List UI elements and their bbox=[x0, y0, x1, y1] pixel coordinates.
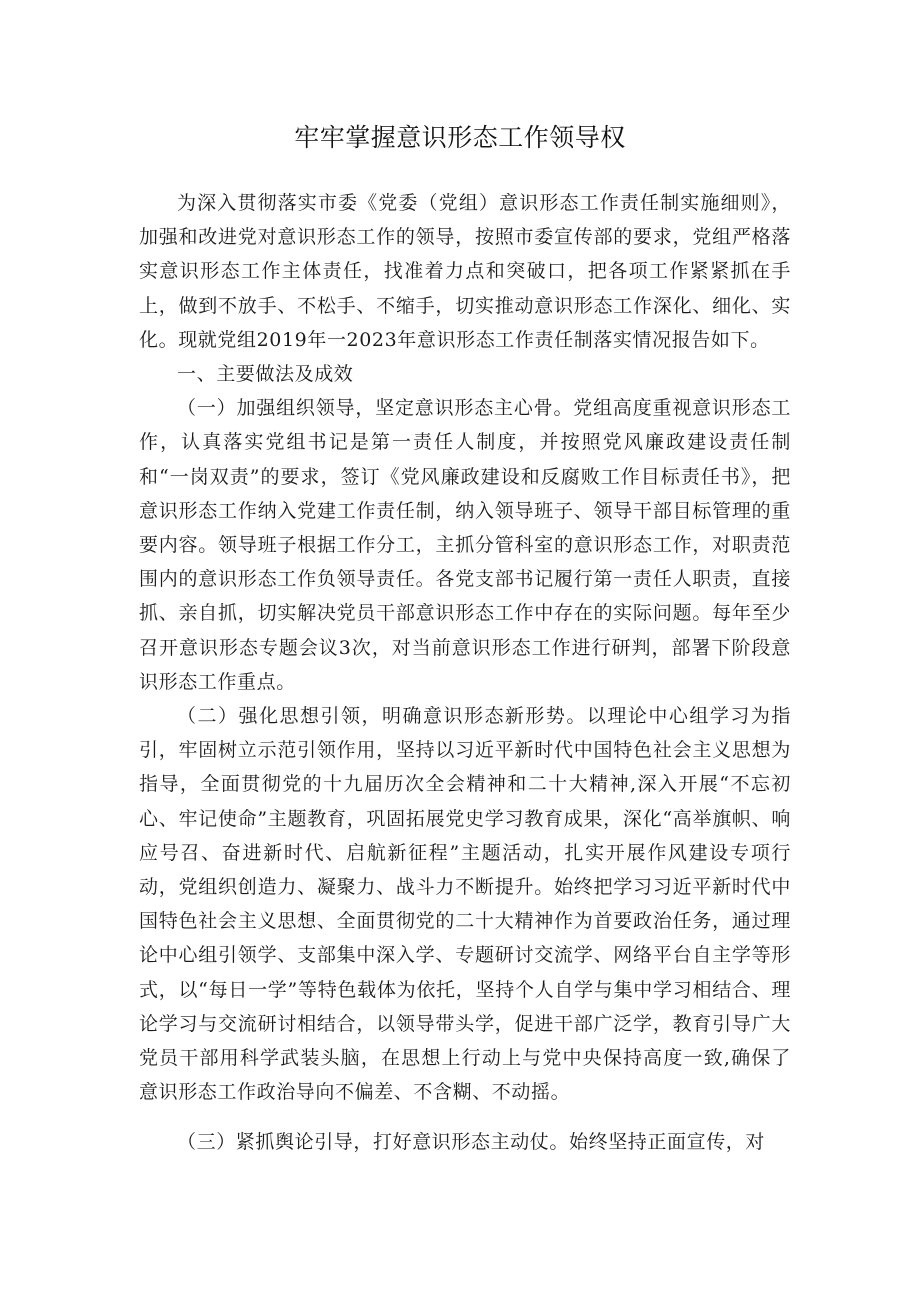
paragraph-section-3: （三）紧抓舆论引导，打好意识形态主动仗。始终坚持正面宣传，对 bbox=[177, 1131, 766, 1154]
document-body bbox=[139, 186, 791, 1160]
section-heading: 一、主要做法及成效 bbox=[177, 363, 354, 386]
document-title: 牢牢掌握意识形态工作领导权 bbox=[294, 123, 626, 152]
paragraph-intro: 为深入贯彻落实市委《党委（党组）意识形态工作责任制实施细则》，加强和改进党对意识形态工作的领导，按照市委宣传部的要求，党组严格落实意识形态工作主体责任，找准着力点和突破口，把各项工作紧紧抓在手上，做到不放手、不松手、不缩手，切实推动意识形态工作深化、细化、实化。现就党组2019年一2023年意识形态工作责任制落实情况报告如下。 bbox=[139, 192, 791, 351]
paragraph-section-2: （二）强化思想引领，明确意识形态新形势。以理论中心组学习为指引，牢固树立示范引领作用，坚持以习近平新时代中国特色社会主义思想为指导，全面贯彻党的十九届历次全会精神和二十大精神,深入开展“不忘初心、牢记使命”主题教育，巩固拓展党史学习教育成果，深化“高举旗帜、响应号召、奋进新时代、启航新征程”主题活动，扎实开展作风建设专项行动，党组织创造力、凝聚力、战斗力不断提升。始终把学习习近平新时代中国特色社会主义思想、全面贯彻党的二十大精神作为首要政治任务，通过理论中心组引领学、支部集中深入学、专题研讨交流学、网络平台自主学等形式，以“每日一学”等特色载体为依托，坚持个人自学与集中学习相结合、理论学习与交流研讨相结合，以领导带头学，促进干部广泛学，教育引导广大党员干部用科学武装头脑，在思想上行动上与党中央保持高度一致,确保了意识形态工作政治导向不偏差、不含糊、不动摇。 bbox=[139, 705, 791, 1104]
paragraph-section-1: （一）加强组织领导，坚定意识形态主心骨。党组高度重视意识形态工作，认真落实党组书记是第一责任人制度，并按照党风廉政建设责任制和“一岗双责”的要求，签订《党风廉政建设和反腐败工作目标责任书》，把意识形态工作纳入党建工作责任制，纳入领导班子、领导干部目标管理的重要内容。领导班子根据工作分工，主抓分管科室的意识形态工作，对职责范围内的意识形态工作负领导责任。各党支部书记履行第一责任人职责，直接抓、亲自抓，切实解决党员干部意识形态工作中存在的实际问题。每年至少召开意识形态专题会议3次，对当前意识形态工作进行研判，部署下阶段意识形态工作重点。 bbox=[139, 397, 791, 693]
